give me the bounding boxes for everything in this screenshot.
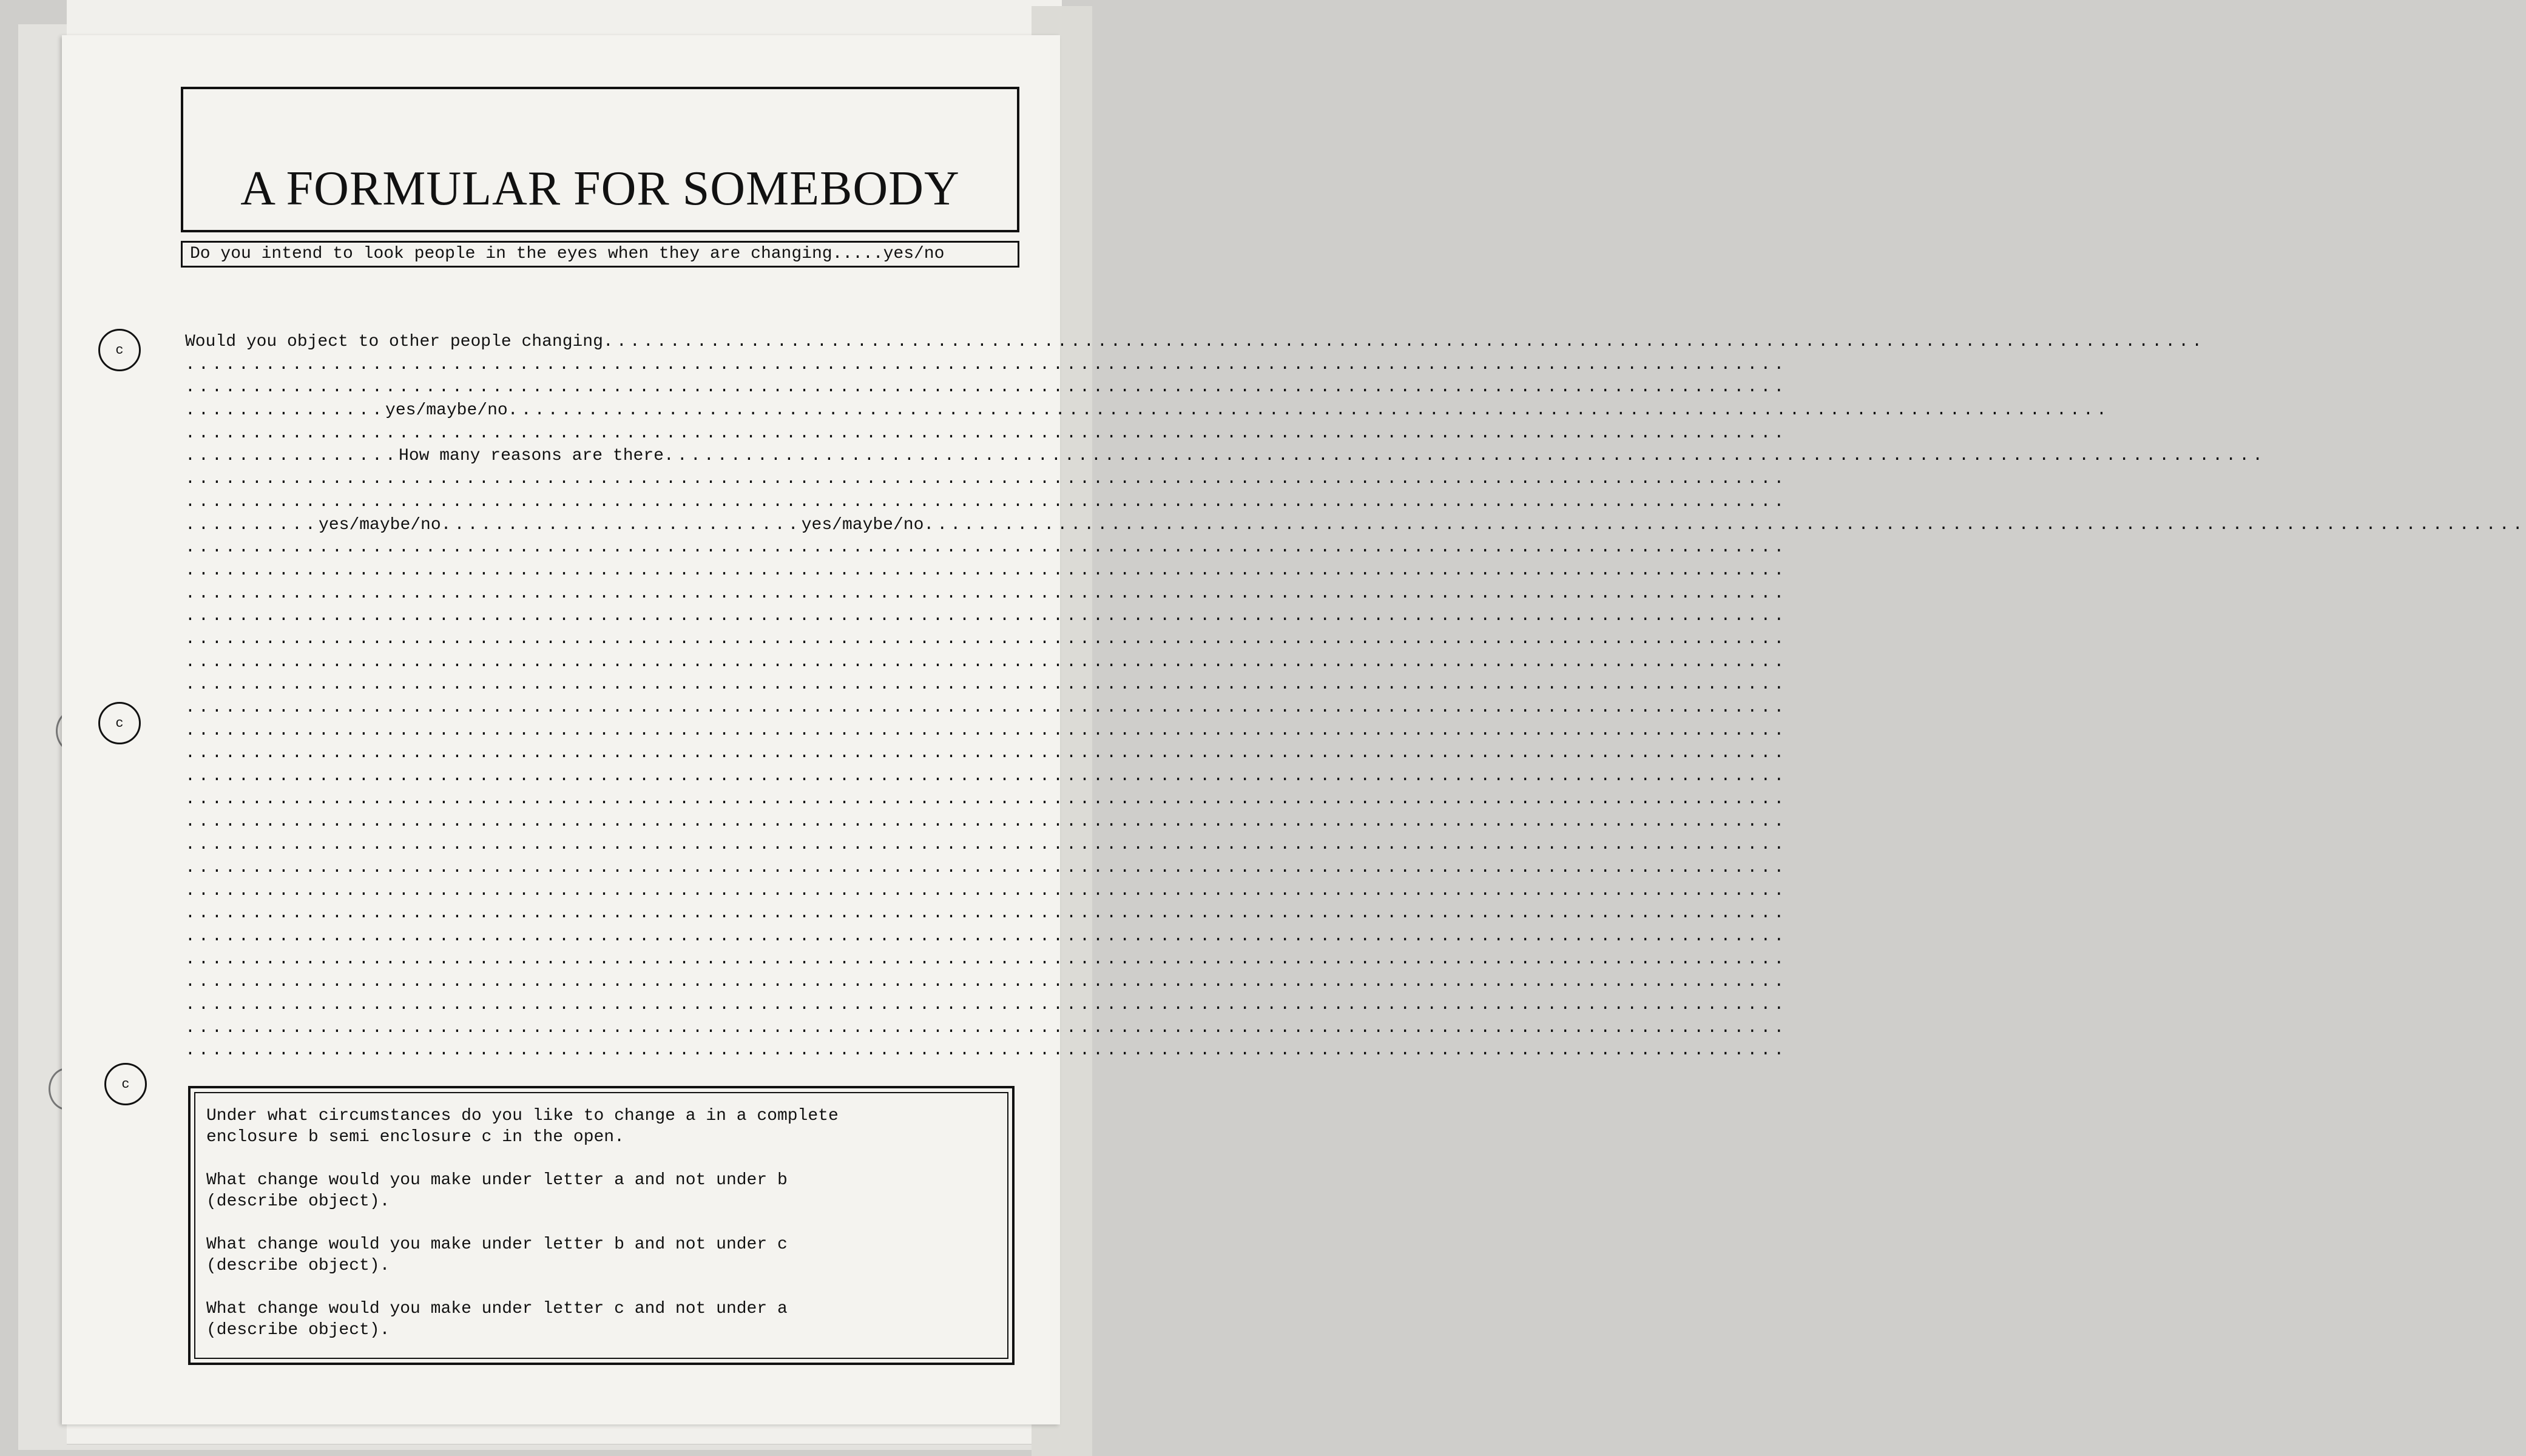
form-line-text: How many reasons are there — [399, 447, 664, 466]
leader-dots: ........................................................................................................................ — [603, 332, 2206, 351]
leader-dots: ........................................................................................................................ — [185, 744, 1788, 763]
blank-answer-line[interactable] — [185, 811, 1788, 834]
leader-dots: ........................................................................................................................ — [185, 652, 1788, 672]
punch-hole-3 — [104, 1063, 147, 1105]
leader-dots: ........................................................................................................................ — [185, 1041, 1788, 1060]
leader-dots: ........................................................................................................................ — [185, 995, 1788, 1014]
leader-dots: ........................................................................................................................ — [185, 675, 1788, 695]
leader-dots: ........................................................................................................................ — [185, 1018, 1788, 1037]
blank-answer-line[interactable] — [185, 765, 1788, 788]
question-text: Under what circumstances do you like to change a in a complete enclosure b semi enclosure c in the open. — [206, 1107, 839, 1147]
leader-dots: ........................... — [441, 515, 802, 534]
blank-answer-line[interactable] — [185, 902, 1788, 925]
form-line[interactable] — [185, 331, 2206, 354]
blank-answer-line[interactable] — [185, 742, 1788, 765]
leader-dots: ........................................................................................................................ — [185, 949, 1788, 969]
form-line-text: Would you object to other people changing — [185, 332, 603, 351]
blank-answer-line[interactable] — [185, 651, 1788, 674]
form-line[interactable] — [185, 354, 1788, 377]
leader-dots: ........................................................................................................................ — [185, 789, 1788, 809]
header-question: Do you intend to look people in the eyes when they are changing.....yes/no — [181, 241, 1019, 268]
leader-dots: ........................................................................................................................ — [663, 447, 2266, 466]
leader-dots: ........................................................................................................................ — [185, 767, 1788, 786]
leader-dots: ........................................................................................................................ — [185, 355, 1788, 374]
hole-label: c — [115, 342, 124, 358]
blank-answer-line[interactable] — [185, 628, 1788, 651]
blank-answer-line[interactable] — [185, 605, 1788, 628]
blank-answer-line[interactable] — [185, 536, 1788, 559]
leader-dots: ........................................................................................................................ — [924, 515, 2526, 534]
form-line[interactable] — [185, 491, 1788, 514]
blank-answer-line[interactable] — [185, 788, 1788, 811]
form-line[interactable] — [185, 422, 1788, 445]
title-box — [181, 87, 1019, 232]
leader-dots: ............... — [185, 401, 386, 420]
blank-answer-line[interactable] — [185, 994, 1788, 1017]
punch-hole-1 — [98, 329, 141, 371]
blank-answer-line[interactable] — [185, 948, 1788, 971]
blank-answer-line[interactable] — [185, 834, 1788, 857]
question-box — [188, 1086, 1015, 1365]
blank-answer-line[interactable] — [185, 673, 1788, 696]
leader-dots: ........................................................................................................................ — [185, 926, 1788, 946]
hole-label: c — [115, 715, 124, 731]
leader-dots: ........................................................................................................................ — [185, 812, 1788, 832]
form-line-text: yes/maybe/no — [385, 401, 508, 420]
leader-dots: ........................................................................................................................ — [185, 858, 1788, 877]
blank-answer-line[interactable] — [185, 720, 1788, 743]
leader-dots: ........................................................................................................................ — [185, 835, 1788, 855]
blank-answer-line[interactable] — [185, 1017, 1788, 1040]
dotted-answer-lines — [185, 331, 2526, 1062]
form-line[interactable] — [185, 399, 2110, 422]
leader-dots: ........................................................................................................................ — [185, 721, 1788, 740]
leader-dots: ........................................................................................................................ — [185, 607, 1788, 626]
leader-dots: ................ — [185, 447, 399, 466]
blank-answer-line[interactable] — [185, 857, 1788, 880]
punch-hole-2 — [98, 702, 141, 744]
leader-dots: ........................................................................................................................ — [185, 698, 1788, 717]
blank-answer-line[interactable] — [185, 582, 1788, 605]
leader-dots: ........................................................................................................................ — [185, 538, 1788, 558]
leader-dots: .......... — [185, 515, 319, 534]
leader-dots: ........................................................................................................................ — [185, 972, 1788, 992]
form-line[interactable] — [185, 445, 2266, 468]
leader-dots: ........................................................................................................................ — [185, 378, 1788, 397]
leader-dots: ........................................................................................................................ — [507, 401, 2110, 420]
question-text: What change would you make under letter b and not under c (describe object). — [206, 1235, 788, 1275]
question-box-inner — [194, 1092, 1008, 1359]
page-title: A FORMULAR FOR SOMEBODY — [240, 162, 960, 215]
form-line-text: yes/maybe/no — [319, 515, 441, 534]
question-text: What change would you make under letter c and not under a (describe object). — [206, 1299, 788, 1340]
blank-answer-line[interactable] — [185, 971, 1788, 994]
leader-dots: ........................................................................................................................ — [185, 561, 1788, 580]
blank-answer-line[interactable] — [185, 559, 1788, 582]
form-line-text: yes/maybe/no — [801, 515, 924, 534]
hole-label: c — [121, 1076, 130, 1092]
blank-answer-line[interactable] — [185, 925, 1788, 948]
form-line[interactable] — [185, 376, 1788, 399]
question-text: What change would you make under letter a and not under b (describe object). — [206, 1171, 788, 1211]
leader-dots: ........................................................................................................................ — [185, 881, 1788, 900]
leader-dots: ........................................................................................................................ — [185, 584, 1788, 603]
blank-answer-line[interactable] — [185, 880, 1788, 903]
form-line[interactable] — [185, 468, 1788, 491]
leader-dots: ........................................................................................................................ — [185, 904, 1788, 923]
blank-answer-line[interactable] — [185, 696, 1788, 720]
leader-dots: ........................................................................................................................ — [185, 423, 1788, 443]
leader-dots: ........................................................................................................................ — [185, 470, 1788, 489]
blank-answer-line[interactable] — [185, 1039, 1788, 1062]
form-line[interactable] — [185, 514, 2526, 537]
leader-dots: ........................................................................................................................ — [185, 629, 1788, 649]
leader-dots: ........................................................................................................................ — [185, 492, 1788, 511]
